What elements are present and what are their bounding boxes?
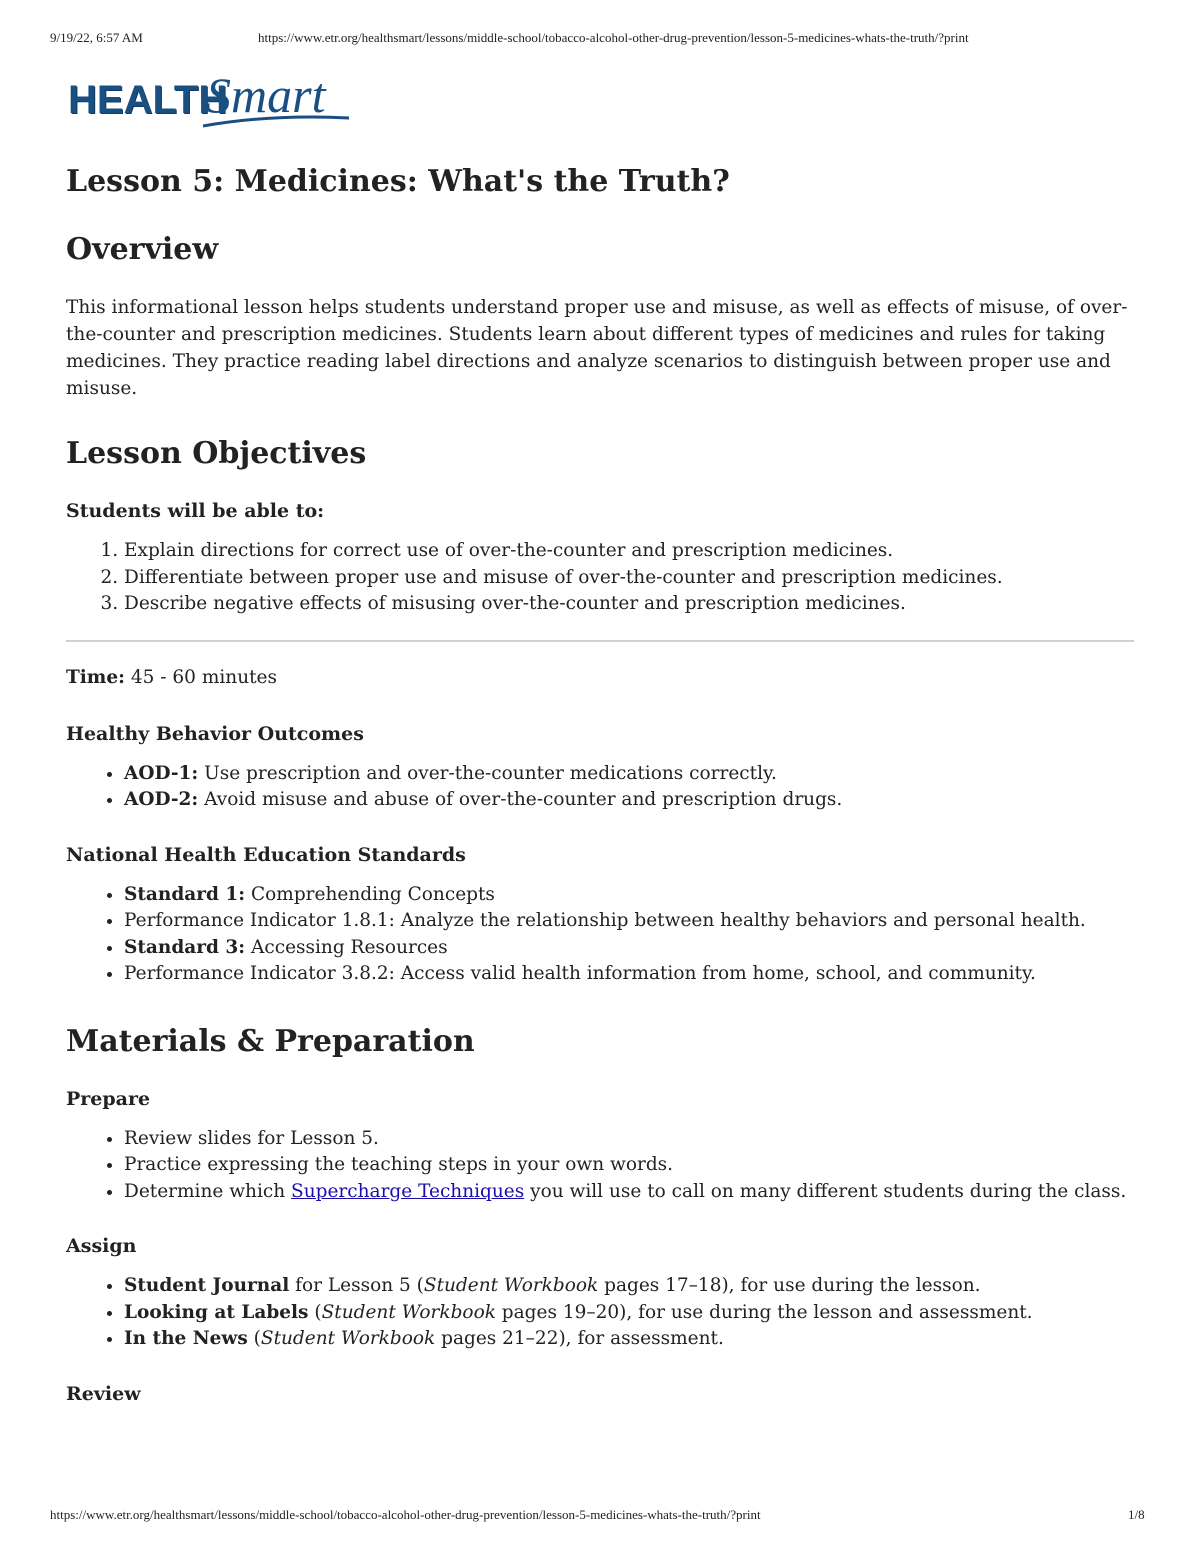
logo-smart-text: Smart <box>206 67 326 123</box>
outcome-code: AOD-1: <box>124 762 199 784</box>
assign-text: pages 19–20), for use during the lesson and assessment. <box>495 1301 1033 1323</box>
page-number: 1/8 <box>1128 1507 1145 1522</box>
objective-item: 1. Explain directions for correct use of over-the-counter and prescription medicines. <box>124 538 1136 565</box>
outcome-item <box>124 761 1136 788</box>
workbook-name: Student Workbook <box>423 1275 599 1296</box>
assign-item <box>124 1326 1136 1353</box>
assign-title: Student Journal <box>124 1275 290 1296</box>
divider <box>66 640 1134 642</box>
logo-swoosh-icon <box>201 112 351 130</box>
standards-list <box>66 882 1136 988</box>
assign-text: for Lesson 5 ( <box>289 1275 424 1296</box>
objectives-heading: Lesson Objectives <box>66 436 367 471</box>
print-date: 9/19/22, 6:57 AM <box>50 30 143 45</box>
assign-list <box>66 1273 1136 1353</box>
prepare-text: Determine which <box>124 1180 292 1202</box>
prepare-heading: Prepare <box>66 1087 151 1110</box>
prepare-list <box>66 1126 1136 1206</box>
standard-label: Standard 1: <box>124 883 246 905</box>
assign-text: pages 21–22), for assessment. <box>435 1328 724 1349</box>
standard-text: Comprehending Concepts <box>250 883 495 905</box>
outcome-text: Use prescription and over-the-counter medications correctly. <box>204 762 777 784</box>
standard-item <box>124 882 1136 909</box>
time-line <box>66 664 1136 691</box>
assign-item <box>124 1273 1136 1300</box>
outcome-code: AOD-2: <box>124 789 199 810</box>
standards-heading: National Health Education Standards <box>66 843 466 866</box>
healthsmart-logo <box>66 67 366 132</box>
assign-text: ( <box>247 1328 261 1349</box>
logo-health-text: HEALTH <box>68 78 228 122</box>
prepare-text: you will use to call on many different students during the class. <box>524 1180 1127 1202</box>
supercharge-techniques-link[interactable]: Supercharge Techniques <box>291 1180 525 1202</box>
print-url: https://www.etr.org/healthsmart/lessons/middle-school/tobacco-alcohol-other-drug-prevention/lesson-5-medicines-whats-the-truth/?print <box>258 30 969 45</box>
overview-text: This informational lesson helps students understand proper use and misuse, as well as effects of misuse, of over-the-counter and prescription medicines. Students learn about different types of medicines and rules for taking medicines. They practice reading label directions and analyze scenarios to distinguish between proper use and misuse. <box>66 297 1128 399</box>
time-value: 45 - 60 minutes <box>130 666 277 688</box>
objective-item: 2. Differentiate between proper use and misuse of over-the-counter and prescription medicines. <box>124 565 1136 592</box>
prepare-item <box>124 1179 1136 1206</box>
standard-item <box>124 935 1136 962</box>
prepare-item: • Review slides for Lesson 5. <box>124 1126 1136 1153</box>
assign-text: ( <box>308 1301 322 1323</box>
workbook-name: Student Workbook <box>321 1301 496 1323</box>
footer-url: https://www.etr.org/healthsmart/lessons/middle-school/tobacco-alcohol-other-drug-prevention/lesson-5-medicines-whats-the-truth/?print <box>50 1507 761 1522</box>
objectives-subheading: Students will be able to: <box>66 500 325 522</box>
assign-title: Looking at Labels <box>124 1301 309 1323</box>
outcomes-list <box>66 761 1136 814</box>
standard-text: Accessing Resources <box>250 936 448 958</box>
review-heading: Review <box>66 1382 141 1405</box>
assign-heading: Assign <box>66 1235 137 1257</box>
materials-heading: Materials & Preparation <box>66 1023 475 1059</box>
outcome-item <box>124 787 1136 814</box>
objectives-list <box>66 538 1136 618</box>
assign-text: pages 17–18), for use during the lesson. <box>598 1275 981 1296</box>
performance-indicator-item: • Performance Indicator 3.8.2: Access valid health information from home, school, and community. <box>124 961 1136 988</box>
performance-indicator-item: • Performance Indicator 1.8.1: Analyze the relationship between healthy behaviors and personal health. <box>124 908 1136 935</box>
assign-title: In the News <box>124 1328 248 1349</box>
overview-heading: Overview <box>66 232 219 267</box>
time-label: Time: <box>66 666 125 688</box>
outcomes-heading: Healthy Behavior Outcomes <box>66 722 364 745</box>
workbook-name: Student Workbook <box>260 1328 436 1349</box>
objective-item: 3. Describe negative effects of misusing over-the-counter and prescription medicines. <box>124 591 1136 618</box>
outcome-text: Avoid misuse and abuse of over-the-counter and prescription drugs. <box>204 789 843 810</box>
standard-label: Standard 3: <box>124 936 246 958</box>
assign-item <box>124 1300 1136 1327</box>
prepare-item: • Practice expressing the teaching steps in your own words. <box>124 1152 1136 1179</box>
lesson-content <box>66 160 1136 1421</box>
page-title: Lesson 5: Medicines: What's the Truth? <box>66 164 730 199</box>
